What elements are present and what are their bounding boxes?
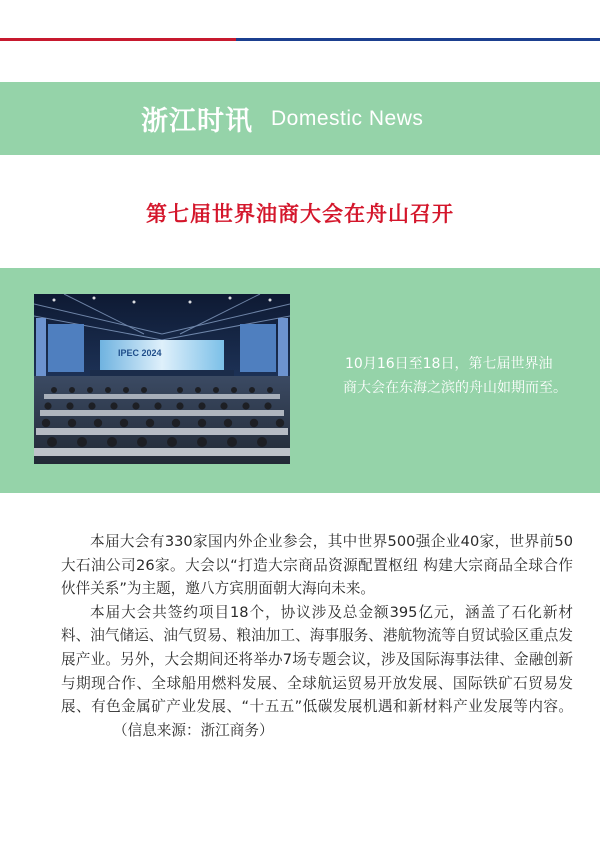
photo-band	[0, 268, 600, 493]
article-body	[61, 530, 573, 742]
caption-line-2: 商大会在东海之滨的舟山如期而至。	[343, 380, 567, 396]
source-note: （信息来源：浙江商务）	[113, 721, 274, 739]
paragraph-2-text: 本届大会共签约项目18个，协议涉及总金额395亿元，涵盖了石化新材料、油气储运、油气贸易、粮油加工、海事服务、港航物流等自贸试验区重点发展产业。另外，大会期间还将举办7场专题会议，涉及国际海事法律、金融创新与期现合作、全球船用燃料发展、全球航运贸易开放发展、国际铁矿石贸易发展、有色金属矿产业发展、“十五五”低碳发展机遇和新材料产业发展等内容。	[61, 603, 573, 716]
paragraph-2	[61, 601, 573, 743]
section-title-en: Domestic News	[271, 106, 424, 130]
article-headline: 第七届世界油商大会在舟山召开	[146, 202, 454, 226]
caption-line-1: 10月16日至18日，第七届世界油	[345, 356, 553, 372]
stage-screen-text: IPEC 2024	[118, 348, 162, 358]
top-rule-red	[0, 38, 236, 41]
paragraph-1: 本届大会有330家国内外企业参会，其中世界500强企业40家，世界前50大石油公司26家。大会以“打造大宗商品资源配置枢纽 构建大宗商品全球合作伙伴关系”为主题，邀八方宾朋面朝大海向未来。	[61, 533, 573, 598]
photo-caption	[345, 352, 595, 400]
top-rule-blue	[236, 38, 600, 41]
conference-photo	[34, 294, 290, 464]
section-banner	[0, 82, 600, 155]
section-title-cn: 浙江时讯	[141, 106, 253, 137]
